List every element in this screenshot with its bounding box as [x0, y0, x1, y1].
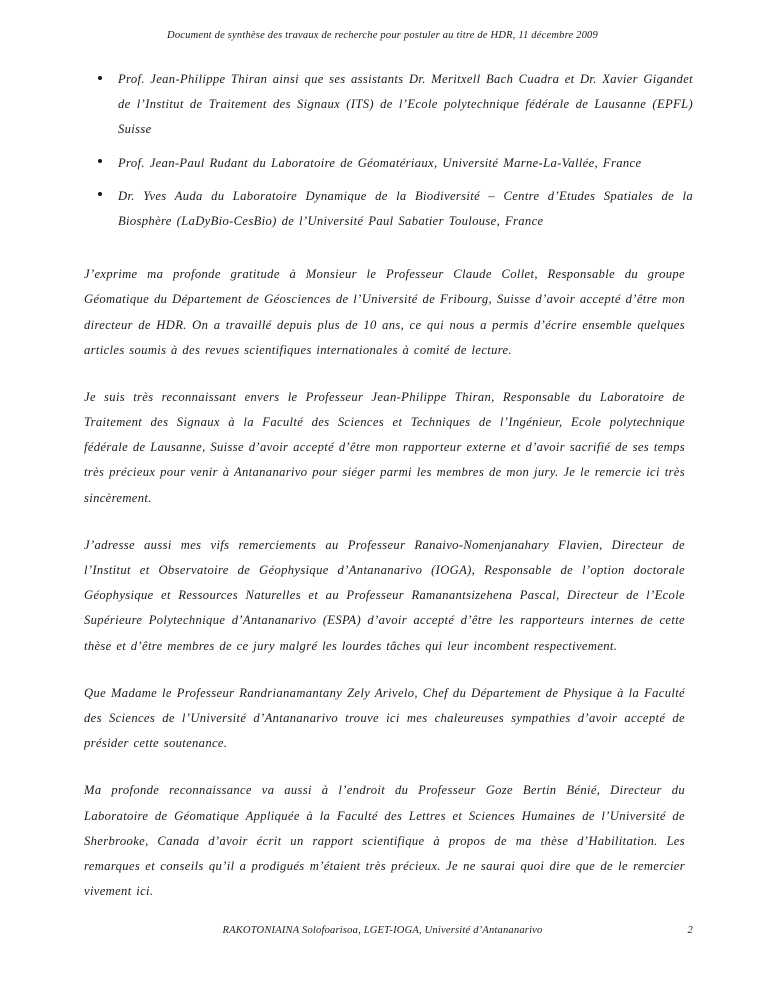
page-footer [72, 925, 693, 936]
paragraph-president: Que Madame le Professeur Randrianamantany Zely Arivelo, Chef du Département de Physique à la Faculté des Sciences de l’Université d’Antananarivo trouve ici mes chaleureuses sympathies d’avoir accepté de présider cette soutenance. [84, 685, 685, 751]
page-header: Document de synthèse des travaux de recherche pour postuler au titre de HDR, 11 décembre 2009 [167, 30, 598, 41]
paragraph-ioga-espa: J’adresse aussi mes vifs remerciements au Professeur Ranaivo-Nomenjanahary Flavien, Directeur de l’Institut et Observatoire de Géophysique d’Antananarivo (IOGA), Responsable de l’option doctorale Géophysique et Ressources Naturelles et au Professeur Ramanantsizehena Pascal, Directeur de l’Ecole Supérieure Polytechnique d’Antananarivo (ESPA) d’avoir accepté d’être les rapporteurs internes de cette thèse et d’être membres de ce jury malgré les lourdes tâches qui leur incombent respectivement. [84, 537, 685, 653]
list-item-text: Dr. Yves Auda du Laboratoire Dynamique de la Biodiversité – Centre d’Etudes Spatiales de la Biosphère (LaDyBio-CesBio) de l’Université Paul Sabatier Toulouse, France [118, 188, 693, 228]
bullet-dot-icon [98, 159, 102, 163]
list-item-text: Prof. Jean-Philippe Thiran ainsi que ses assistants Dr. Meritxell Bach Cuadra et Dr. Xavier Gigandet de l’Institut de Traitement des Signaux (ITS) de l’Ecole polytechnique fédérale de Lausanne (EPFL) Suisse [118, 72, 693, 137]
footer-text: RAKOTONIAINA Solofoarisoa, LGET-IOGA, Université d’Antananarivo [222, 925, 543, 936]
paragraph-benie: Ma profonde reconnaissance va aussi à l’endroit du Professeur Goze Bertin Bénié, Directeur du Laboratoire de Géomatique Appliquée à la Faculté des Lettres et Sciences Humaines de l’Université de Sherbrooke, Canada d’avoir écrit un rapport scientifique à propos de ma thèse d’Habilitation. Les remarques et conseils qu’il a prodigués m’étaient très précieux. Je ne saurai quoi dire que de le remercier vivement ici. [84, 783, 685, 899]
bullet-dot-icon [98, 192, 102, 196]
list-item [72, 67, 693, 143]
list-item [72, 151, 693, 176]
page-number: 2 [687, 925, 693, 936]
bullet-dot-icon [98, 76, 102, 80]
paragraph-gratitude-collet: J’exprime ma profonde gratitude à Monsieur le Professeur Claude Collet, Responsable du groupe Géomatique du Département de Géosciences de l’Université de Fribourg, Suisse d’avoir accepté d’être mon directeur de HDR. On a travaillé depuis plus de 10 ans, ce qui nous a permis d’écrire ensemble quelques articles soumis à des revues scientifiques internationales à comité de lecture. [84, 267, 685, 357]
paragraph-thiran: Je suis très reconnaissant envers le Professeur Jean-Philippe Thiran, Responsable du Laboratoire de Traitement des Signaux à la Faculté des Sciences et Techniques de l’Ingénieur, Ecole polytechnique fédérale de Lausanne, Suisse d’avoir accepté d’être mon rapporteur externe et d’avoir sacrifié de ses temps très précieux pour venir à Antananarivo pour siéger parmi les membres de mon jury. Je le remercie ici très sincèrement. [84, 389, 685, 505]
acknowledgement-bullet-list [72, 67, 693, 234]
list-item [72, 184, 693, 234]
list-item-text: Prof. Jean-Paul Rudant du Laboratoire de Géomatériaux, Université Marne-La-Vallée, France [118, 155, 642, 170]
